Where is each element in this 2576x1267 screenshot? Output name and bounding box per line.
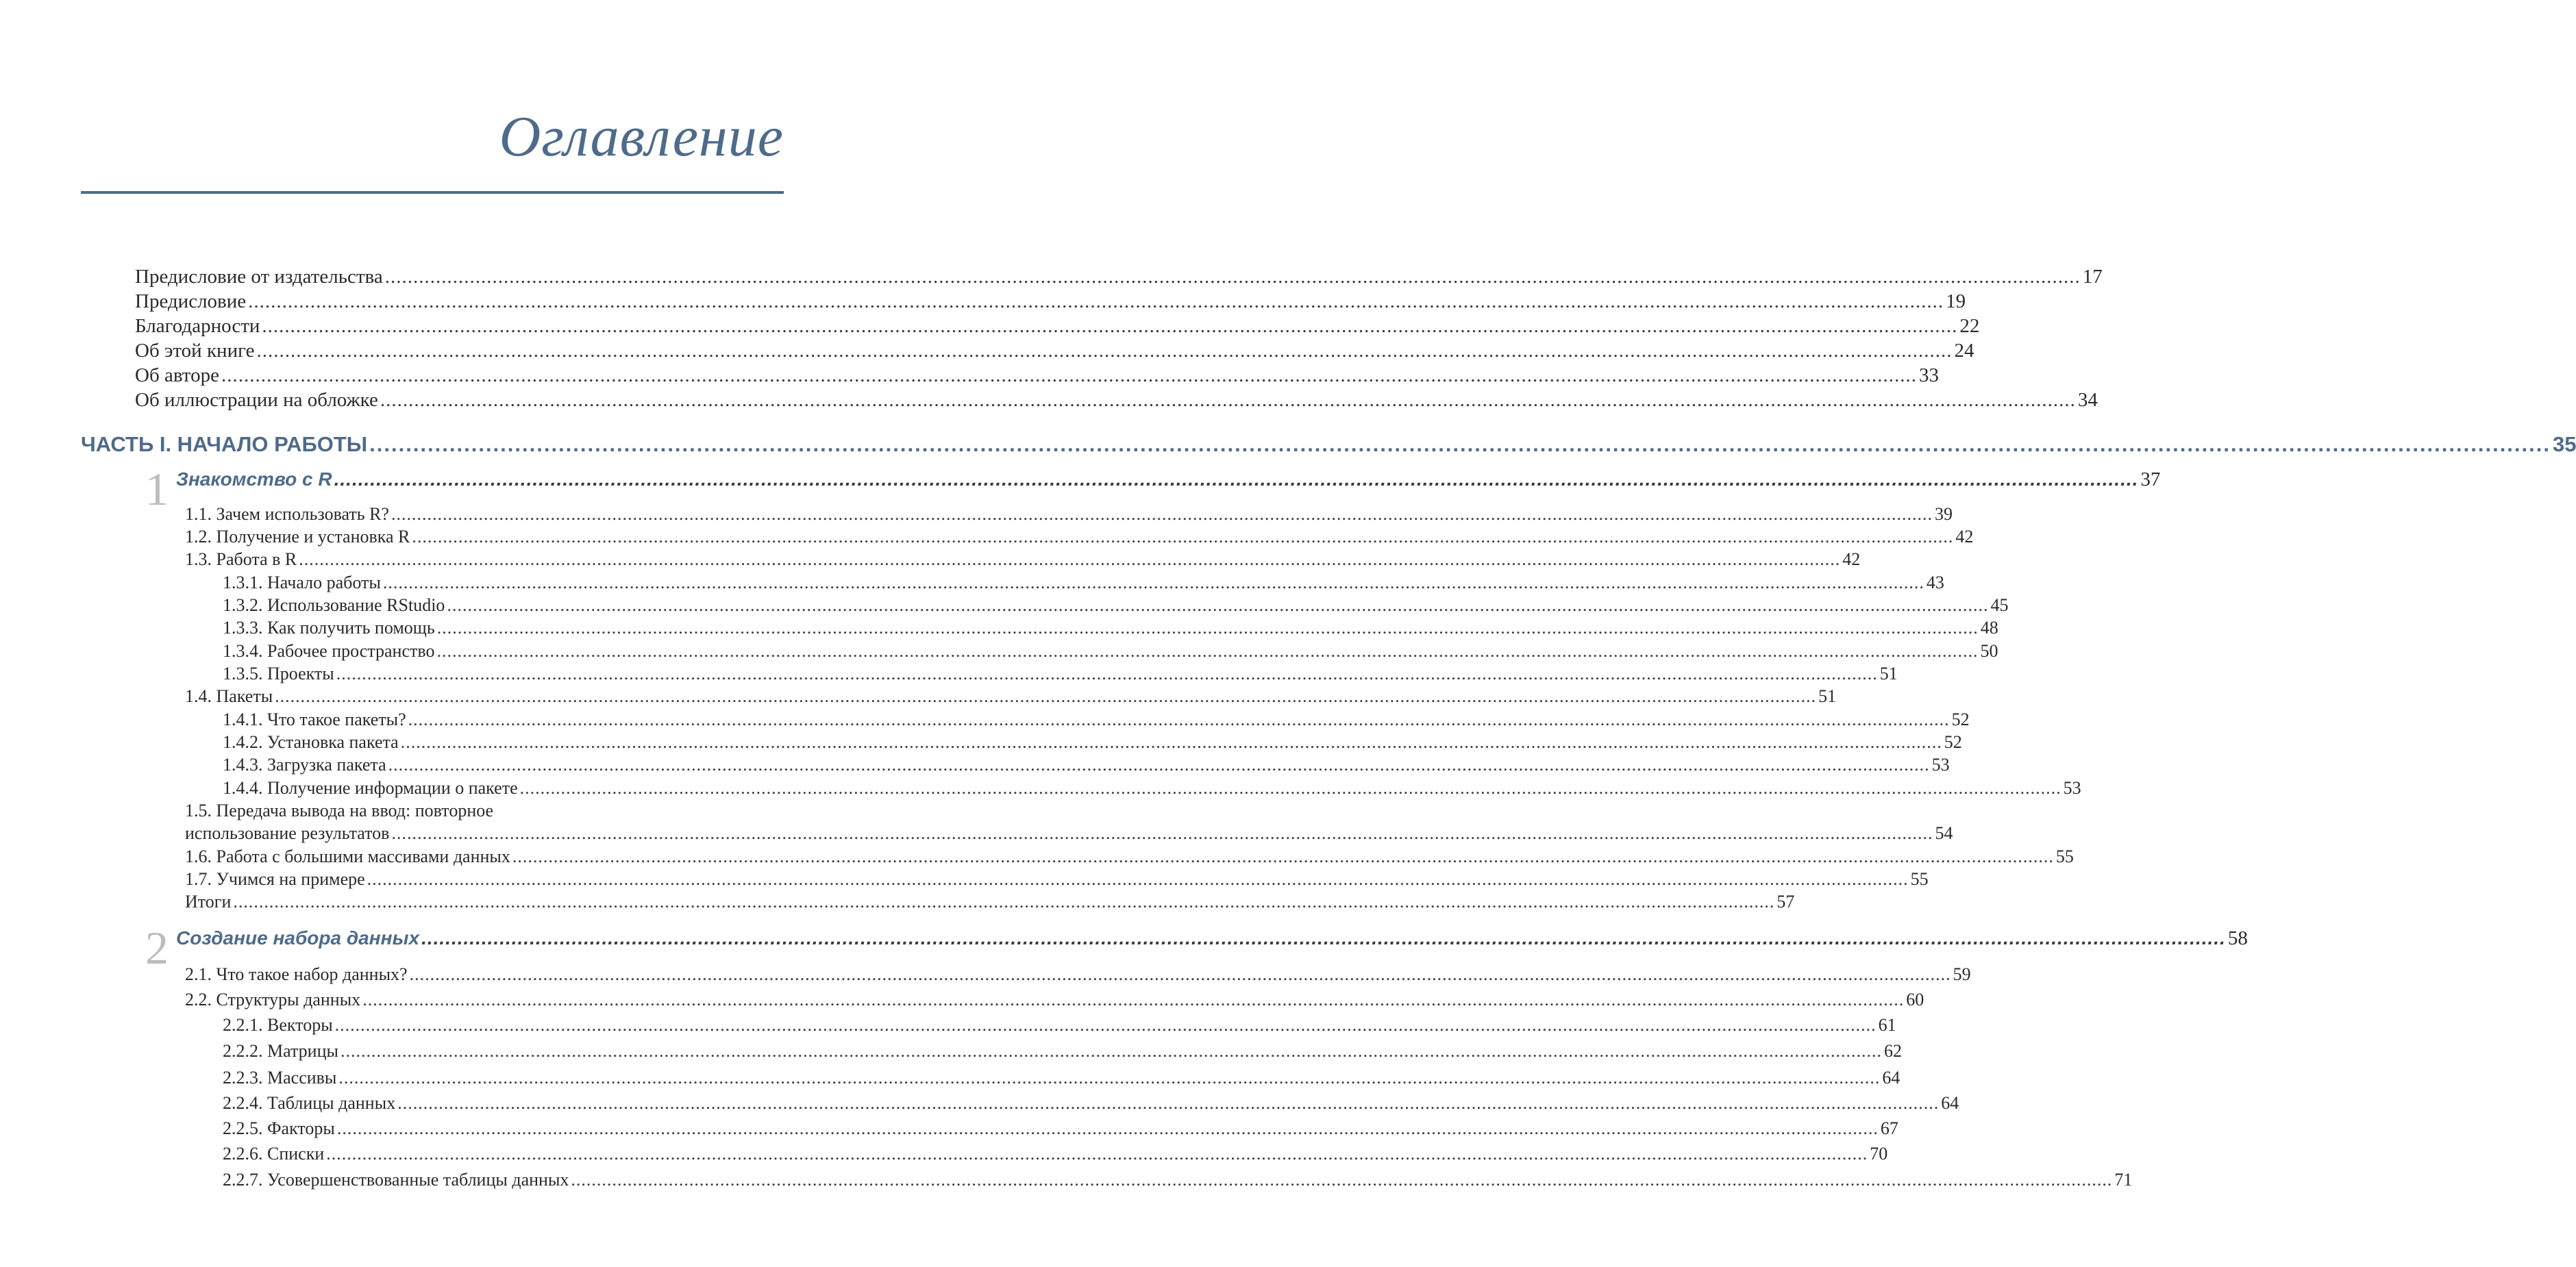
toc-section[interactable] — [185, 964, 1971, 984]
toc-subsection[interactable] — [223, 595, 2009, 615]
toc-leader: ............................................................................................................................................................................................................................................................................................................ — [400, 732, 1942, 752]
toc-section[interactable] — [185, 990, 1924, 1009]
toc-leader: ............................................................................................................................................................................................................................................................................................................ — [436, 641, 1979, 661]
toc-entry-label: 1.3.3. Как получить помощь — [223, 618, 435, 638]
toc-entry-label: 1.7. Учимся на примере — [185, 869, 365, 889]
toc-entry[interactable] — [135, 340, 1974, 362]
toc-leader: ............................................................................................................................................................................................................................................................................................................ — [362, 990, 1905, 1009]
toc-entry-page: 43 — [1926, 573, 1944, 592]
toc-entry-page: 57 — [1776, 892, 1795, 912]
toc-section[interactable] — [185, 823, 1953, 843]
toc-entry-page: 24 — [1954, 340, 1974, 362]
toc-leader: ............................................................................................................................................................................................................................................................................................................ — [388, 755, 1930, 775]
toc-section-label-line1[interactable]: 1.5. Передача вывода на ввод: повторное — [185, 801, 494, 820]
toc-leader: ............................................................................................................................................................................................................................................................................................................ — [380, 389, 2076, 411]
toc-entry[interactable] — [135, 315, 1980, 337]
toc-leader: ............................................................................................................................................................................................................................................................................................................ — [299, 549, 1841, 569]
toc-leader: ............................................................................................................................................................................................................................................................................................................ — [409, 964, 1951, 984]
toc-entry-page: 64 — [1941, 1093, 1959, 1113]
toc-subsection[interactable] — [223, 1015, 1896, 1035]
toc-entry-label: Предисловие — [135, 290, 247, 312]
toc-entry-page: 17 — [2082, 266, 2103, 288]
toc-entry-label: 2.2.4. Таблицы данных — [223, 1093, 396, 1113]
toc-entry-label: 2.2.3. Массивы — [223, 1068, 337, 1088]
toc-leader: ............................................................................................................................................................................................................................................................................................................ — [233, 892, 1775, 912]
page-title: Оглавление — [499, 105, 784, 168]
toc-entry-page: 45 — [1990, 595, 2009, 615]
toc-subsection[interactable] — [223, 1093, 1959, 1113]
toc-subsection[interactable] — [223, 1068, 1900, 1088]
toc-leader: ............................................................................................................................................................................................................................................................................................................ — [519, 778, 2061, 798]
toc-subsection[interactable] — [223, 618, 1998, 638]
toc-leader: ............................................................................................................................................................................................................................................................................................................ — [512, 846, 2054, 866]
toc-subsection[interactable] — [223, 778, 2081, 798]
chapter-number: 2 — [145, 922, 169, 974]
toc-leader: ............................................................................................................................................................................................................................................................................................................ — [262, 315, 1958, 337]
toc-entry-page: 55 — [2055, 846, 2074, 866]
chapter-title: Знакомство с R — [176, 468, 332, 490]
toc-entry-label: 1.3. Работа в R — [185, 549, 297, 569]
toc-entry-page: 60 — [1906, 990, 1924, 1009]
toc-section[interactable] — [185, 846, 2074, 866]
toc-leader: ............................................................................................................................................................................................................................................................................................................ — [571, 1170, 2113, 1190]
toc-subsection[interactable] — [223, 573, 1944, 592]
toc-entry-page: 34 — [2077, 389, 2098, 411]
toc-leader: ............................................................................................................................................................................................................................................................................................................ — [248, 290, 1944, 312]
toc-leader: ............................................................................................................................................................................................................................................................................................................ — [336, 664, 1878, 683]
title-divider — [81, 191, 784, 194]
toc-entry-label: Об иллюстрации на обложке — [135, 389, 378, 411]
toc-entry-label: 1.4.3. Загрузка пакета — [223, 755, 386, 775]
toc-section[interactable] — [185, 504, 1953, 524]
toc-entry-page: 59 — [1953, 964, 1971, 984]
toc-entry-page: 42 — [1955, 527, 1974, 547]
toc-entry-label: 1.6. Работа с большими массивами данных — [185, 846, 510, 866]
toc-leader: ............................................................................................................................................................................................................................................................................................................ — [421, 927, 2226, 949]
toc-entry-page: 50 — [1980, 641, 1998, 661]
toc-entry-page: 42 — [1842, 549, 1861, 569]
toc-entry-page: 55 — [1910, 869, 1929, 889]
toc-entry-page: 48 — [1980, 618, 1998, 638]
toc-subsection[interactable] — [223, 1041, 1902, 1061]
toc-section[interactable] — [185, 869, 1929, 889]
toc-leader: ............................................................................................................................................................................................................................................................................................................ — [221, 364, 1917, 386]
toc-entry-page: 33 — [1918, 364, 1939, 386]
toc-entry[interactable] — [135, 290, 1966, 312]
part-title: ЧАСТЬ I. НАЧАЛО РАБОТЫ — [81, 432, 368, 456]
toc-entry-page: 39 — [1934, 504, 1953, 524]
toc-entry-label: Благодарности — [135, 315, 260, 337]
chapter-title: Создание набора данных — [176, 927, 420, 949]
toc-leader: ............................................................................................................................................................................................................................................................................................................ — [436, 618, 1979, 638]
toc-leader: ............................................................................................................................................................................................................................................................................................................ — [256, 340, 1953, 362]
part-page: 35 — [2552, 432, 2576, 456]
toc-leader: ............................................................................................................................................................................................................................................................................................................ — [326, 1144, 1868, 1164]
toc-entry-page: 61 — [1878, 1015, 1896, 1035]
chapter-number: 1 — [145, 463, 169, 515]
toc-entry-label: использование результатов — [185, 823, 390, 843]
toc-entry[interactable] — [135, 389, 2098, 411]
toc-entry-page: 53 — [2063, 778, 2081, 798]
toc-entry-label: 2.2.1. Векторы — [223, 1015, 333, 1035]
toc-entry-label: 1.3.1. Начало работы — [223, 573, 381, 592]
toc-section[interactable] — [185, 892, 1795, 912]
chapter-page: 37 — [2140, 468, 2161, 490]
toc-leader: ............................................................................................................................................................................................................................................................................................................ — [334, 1015, 1877, 1035]
toc-subsection[interactable] — [223, 710, 1970, 729]
toc-subsection[interactable] — [223, 641, 1998, 661]
toc-entry-label: 1.3.5. Проекты — [223, 664, 334, 683]
toc-entry[interactable] — [135, 364, 1939, 386]
toc-entry-page: 52 — [1951, 710, 1970, 729]
toc-subsection[interactable] — [223, 732, 1962, 752]
toc-subsection[interactable] — [223, 664, 1898, 683]
toc-entry-label: 2.2.7. Усовершенствованные таблицы данных — [223, 1170, 569, 1190]
toc-entry[interactable] — [135, 266, 2103, 288]
toc-entry-page: 51 — [1818, 686, 1837, 706]
toc-leader: ............................................................................................................................................................................................................................................................................................................ — [369, 432, 2551, 456]
toc-subsection[interactable] — [223, 1118, 1898, 1138]
toc-subsection[interactable] — [223, 755, 1950, 775]
toc-entry-label: 1.2. Получение и установка R — [185, 527, 410, 547]
toc-entry-label: 1.4.1. Что такое пакеты? — [223, 710, 406, 729]
toc-leader: ............................................................................................................................................................................................................................................................................................................ — [338, 1068, 1881, 1088]
toc-leader: ............................................................................................................................................................................................................................................................................................................ — [275, 686, 1817, 706]
toc-entry-label: 2.2. Структуры данных — [185, 990, 361, 1009]
toc-entry-label: 1.4.2. Установка пакета — [223, 732, 399, 752]
toc-leader: ............................................................................................................................................................................................................................................................................................................ — [367, 869, 1909, 889]
toc-subsection[interactable] — [223, 1144, 1888, 1164]
toc-entry-page: 62 — [1883, 1041, 1902, 1061]
toc-leader: ............................................................................................................................................................................................................................................................................................................ — [397, 1093, 1940, 1113]
toc-entry-label: 2.1. Что такое набор данных? — [185, 964, 408, 984]
toc-entry-page: 70 — [1870, 1144, 1888, 1164]
toc-entry-page: 22 — [1959, 315, 1980, 337]
toc-leader: ............................................................................................................................................................................................................................................................................................................ — [447, 595, 1989, 615]
toc-entry-page: 52 — [1944, 732, 1962, 752]
toc-entry-page: 67 — [1880, 1118, 1898, 1138]
toc-entry-label: 1.3.4. Рабочее пространство — [223, 641, 435, 661]
toc-section[interactable] — [185, 686, 1837, 706]
toc-entry-label: Итоги — [185, 892, 232, 912]
toc-part-heading[interactable] — [81, 432, 2576, 456]
toc-leader: ............................................................................................................................................................................................................................................................................................................ — [408, 710, 1950, 729]
toc-section[interactable] — [185, 527, 1974, 547]
toc-leader: ............................................................................................................................................................................................................................................................................................................ — [412, 527, 1954, 547]
toc-entry-label: 1.1. Зачем использовать R? — [185, 504, 389, 524]
toc-leader: ............................................................................................................................................................................................................................................................................................................ — [382, 573, 1924, 592]
toc-entry-label: 2.2.6. Списки — [223, 1144, 325, 1164]
toc-entry-label: Об авторе — [135, 364, 219, 386]
toc-leader: ............................................................................................................................................................................................................................................................................................................ — [340, 1041, 1882, 1061]
toc-entry-page: 54 — [1935, 823, 1953, 843]
toc-leader: ............................................................................................................................................................................................................................................................................................................ — [336, 1118, 1879, 1138]
toc-entry-page: 53 — [1931, 755, 1950, 775]
toc-chapter-heading[interactable] — [176, 927, 2248, 949]
toc-entry-label: 1.4.4. Получение информации о пакете — [223, 778, 518, 798]
toc-leader: ............................................................................................................................................................................................................................................................................................................ — [334, 468, 2139, 490]
toc-section[interactable] — [185, 549, 1861, 569]
toc-entry-label: 2.2.2. Матрицы — [223, 1041, 338, 1061]
toc-subsection[interactable] — [223, 1170, 2133, 1190]
toc-entry-label: Предисловие от издательства — [135, 266, 383, 288]
toc-entry-page: 64 — [1882, 1068, 1900, 1088]
toc-chapter-heading[interactable] — [176, 468, 2161, 490]
toc-entry-page: 71 — [2114, 1170, 2133, 1190]
toc-entry-label: Об этой книге — [135, 340, 255, 362]
toc-entry-label: 2.2.5. Факторы — [223, 1118, 335, 1138]
toc-entry-page: 19 — [1946, 290, 1966, 312]
toc-leader: ............................................................................................................................................................................................................................................................................................................ — [391, 823, 1933, 843]
toc-leader: ............................................................................................................................................................................................................................................................................................................ — [384, 266, 2081, 288]
toc-entry-label: 1.4. Пакеты — [185, 686, 273, 706]
toc-leader: ............................................................................................................................................................................................................................................................................................................ — [391, 504, 1933, 524]
chapter-page: 58 — [2227, 927, 2248, 949]
toc-entry-page: 51 — [1879, 664, 1898, 683]
toc-entry-label: 1.3.2. Использование RStudio — [223, 595, 445, 615]
